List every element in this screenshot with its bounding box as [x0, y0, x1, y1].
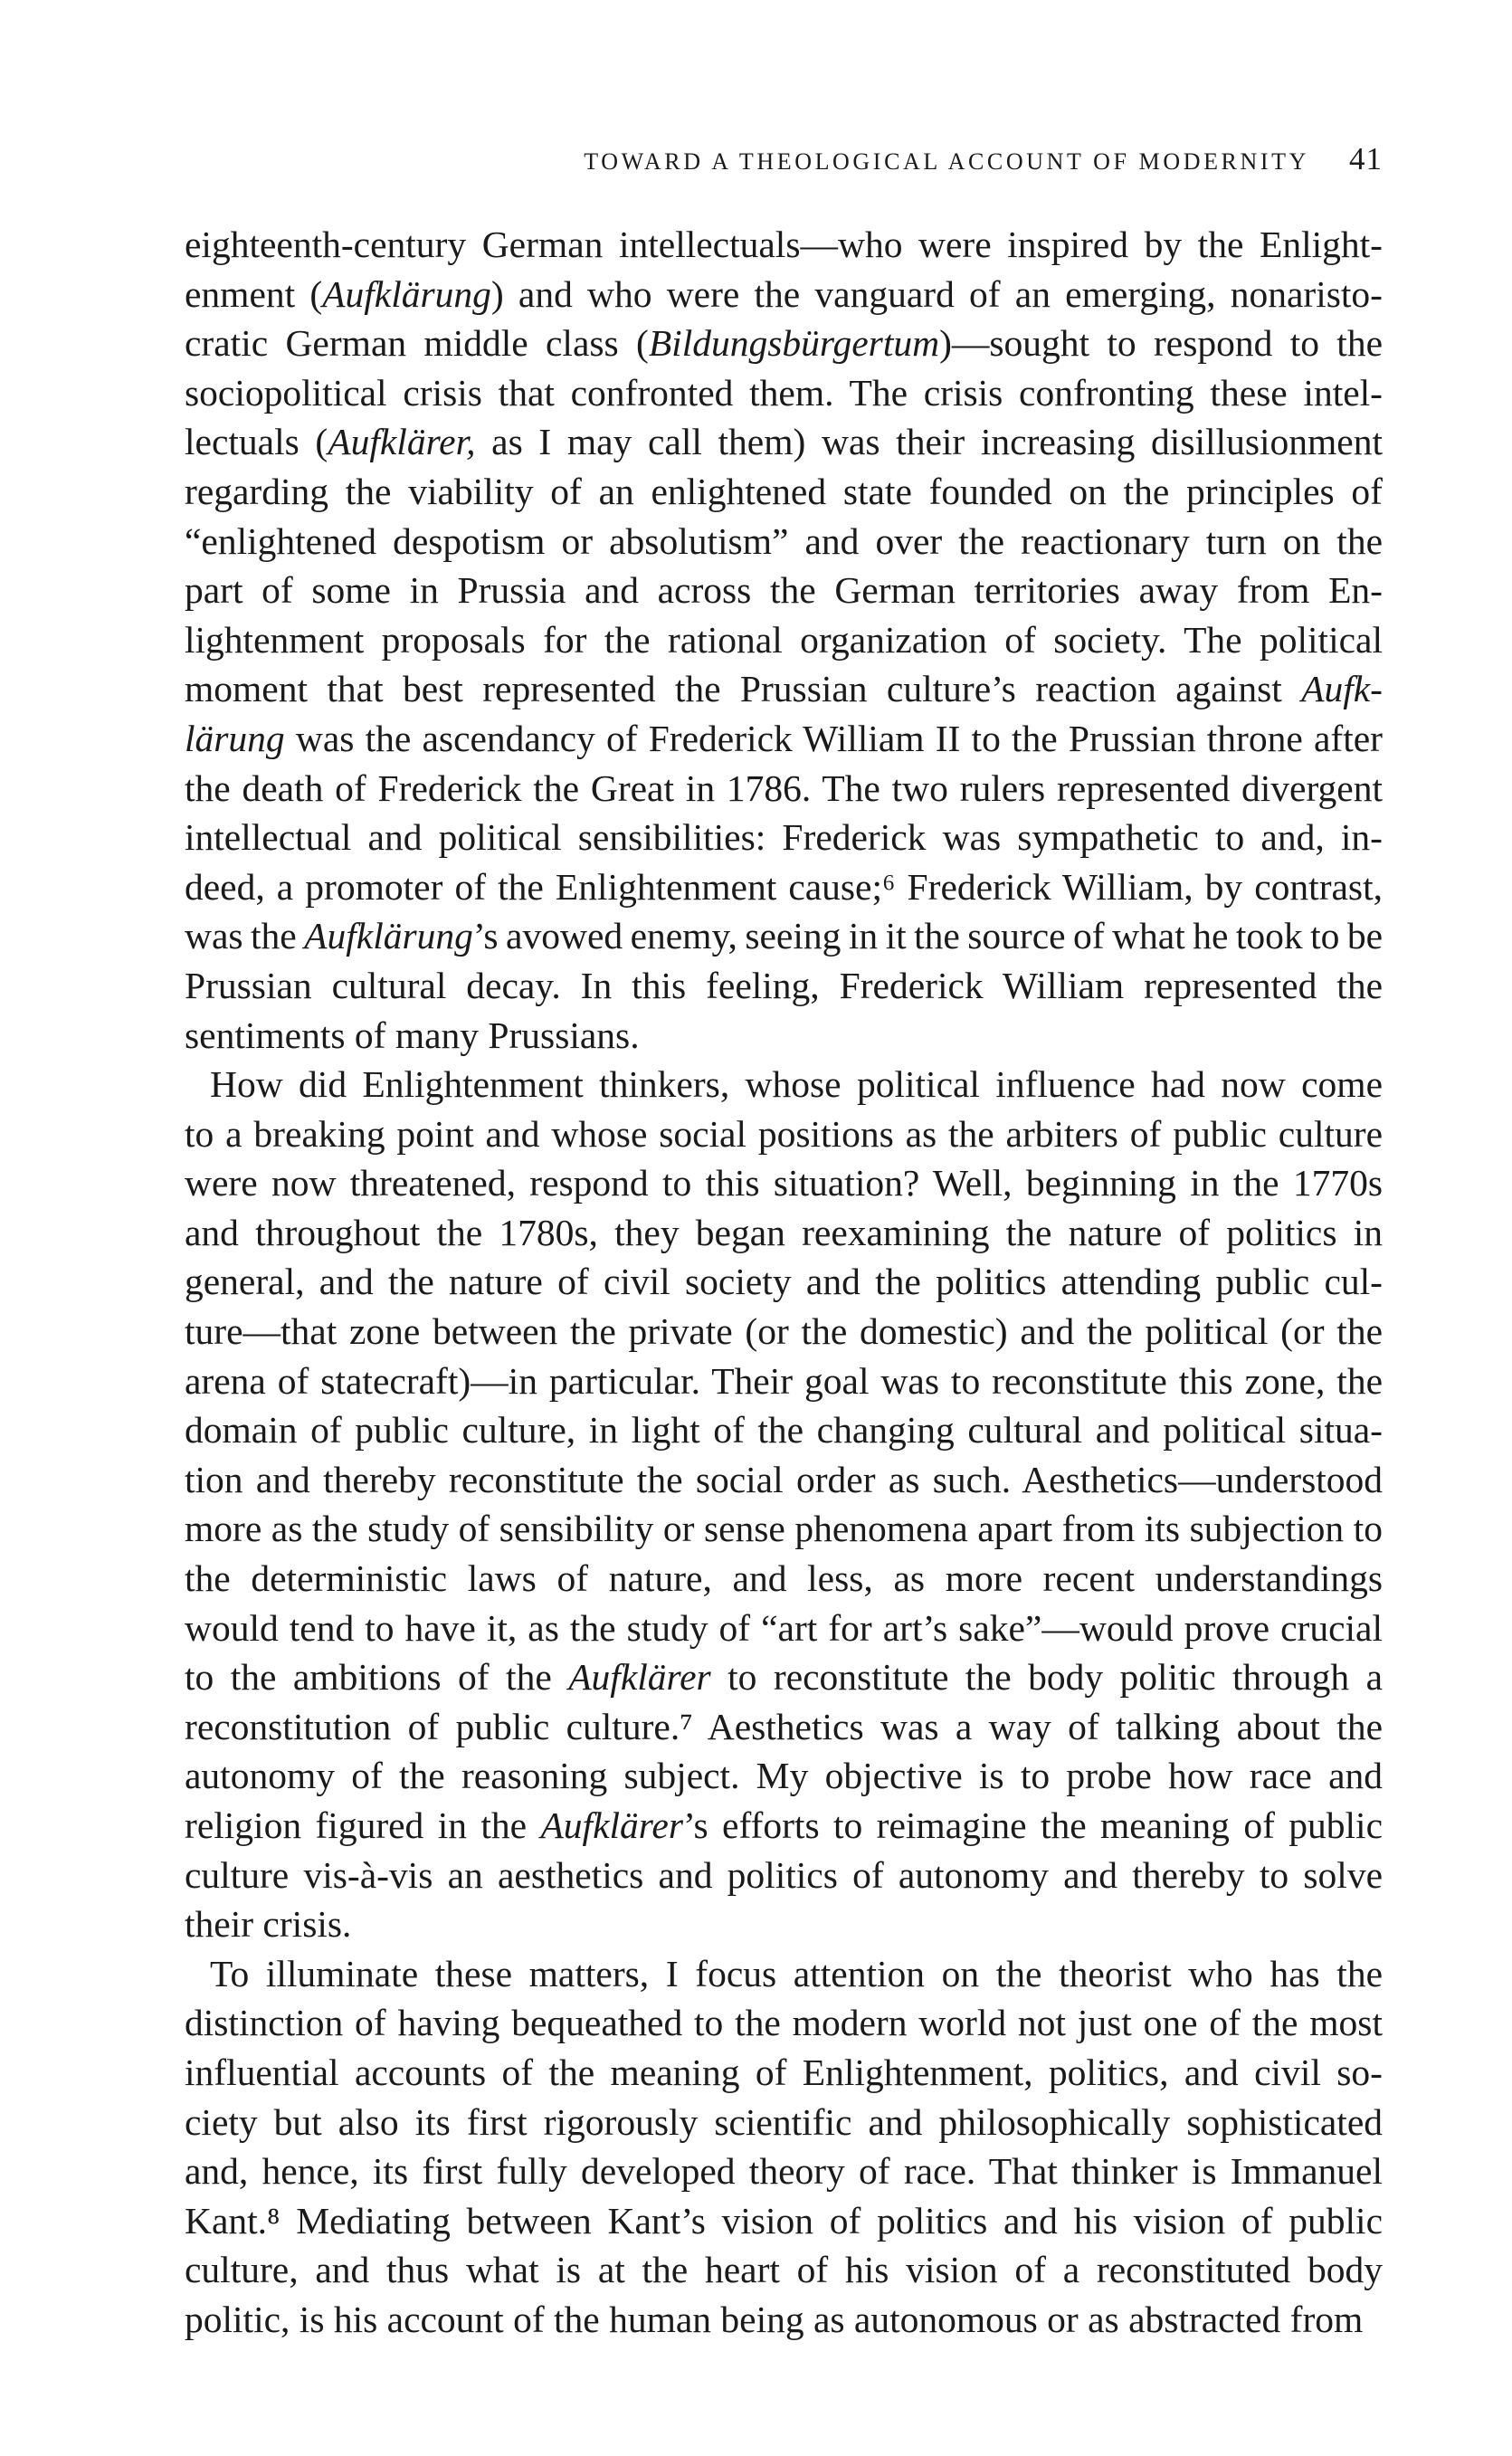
text-line [185, 1801, 1383, 1851]
text-line [185, 2196, 1383, 2246]
text-run: their crisis. [185, 1903, 352, 1946]
text-run: more as the study of sensibility or sense phenomena apart from its subjection to [185, 1508, 1383, 1550]
text-run: intellectual and political sensibilities: Frederick was sympathetic to and, in- [185, 816, 1383, 859]
text-line [185, 1208, 1383, 1258]
text-run: to a breaking point and whose social positions as the arbiters of public culture [185, 1112, 1383, 1155]
running-head-title: TOWARD A THEOLOGICAL ACCOUNT OF MODERNITY [584, 148, 1309, 175]
text-run: sentiments of many Prussians. [185, 1014, 640, 1056]
text-line [185, 1702, 1383, 1752]
text-line [185, 368, 1383, 418]
text-line [185, 664, 1383, 714]
text-run: Prussian cultural decay. In this feeling, Frederick William represented the [185, 964, 1383, 1006]
text-run: regarding the viability of an enlightened state founded on the principles of [185, 470, 1383, 512]
text-run: How did Enlightenment thinkers, whose political influence had now come [210, 1063, 1383, 1106]
text-run: distinction of having bequeathed to the modern world not just one of the most [185, 2002, 1383, 2044]
text-run: the deterministic laws of nature, and less, as more recent understandings [185, 1557, 1383, 1600]
text-line [185, 1158, 1383, 1208]
running-head [185, 141, 1383, 177]
text-line [185, 1011, 1383, 1061]
text-run: ’s avowed enemy, seeing in it the source of what he took to be [472, 915, 1383, 957]
text-run: politic, is his account of the human being as autonomous or as abstracted from [185, 2298, 1364, 2340]
text-run: lightenment proposals for the rational organization of society. The political [185, 618, 1383, 661]
text-run: enment ( [185, 272, 323, 315]
text-line [185, 1751, 1383, 1801]
italic-term: Aufklärer [568, 1656, 711, 1699]
text-run: ) and who were the vanguard of an emerging, nonaristo- [490, 272, 1383, 315]
italic-term: lärung [185, 717, 285, 759]
text-run: culture vis-à-vis an aesthetics and politics of autonomy and thereby to solve [185, 1853, 1383, 1896]
text-line [185, 2245, 1383, 2295]
text-run: religion figured in the [185, 1804, 541, 1846]
italic-term: Aufklärer, [328, 421, 476, 463]
text-run: ciety but also its first rigorously scientific and philosophically sophisticated [185, 2100, 1383, 2143]
text-run: sociopolitical crisis that confronted them. The crisis confronting these intel- [185, 371, 1383, 414]
text-run: and, hence, its first fully developed theory of race. That thinker is Immanuel [185, 2150, 1383, 2193]
text-line [185, 1109, 1383, 1159]
text-line [185, 1604, 1383, 1653]
text-line [185, 1998, 1383, 2048]
text-run: were now threatened, respond to this situation? Well, beginning in the 1770s [185, 1162, 1383, 1204]
text-line [185, 615, 1383, 665]
text-run: autonomy of the reasoning subject. My objective is to probe how race and [185, 1755, 1383, 1797]
text-run: “enlightened despotism or absolutism” and over the reactionary turn on the [185, 519, 1383, 562]
text-run: to reconstitute the body politic through a [710, 1656, 1383, 1699]
text-run: lectuals ( [185, 421, 328, 463]
text-run: tion and thereby reconstitute the social order as such. Aesthetics—understood [185, 1458, 1383, 1500]
text-line [185, 1899, 1383, 1949]
text-line [185, 467, 1383, 517]
text-line [185, 2147, 1383, 2196]
text-line [185, 1060, 1383, 1109]
text-line [185, 2098, 1383, 2147]
text-run: To illuminate these matters, I focus attention on the theorist who has the [210, 1952, 1383, 1994]
text-line [185, 270, 1383, 319]
text-line [185, 1554, 1383, 1604]
text-run: part of some in Prussia and across the German territories away from En- [185, 569, 1383, 612]
text-run: cratic German middle class ( [185, 322, 649, 365]
page-number: 41 [1349, 141, 1383, 176]
text-line [185, 1257, 1383, 1307]
text-run: domain of public culture, in light of the changing cultural and political situa- [185, 1409, 1383, 1452]
text-line [185, 2295, 1383, 2345]
text-line [185, 1504, 1383, 1554]
text-line [185, 1357, 1383, 1406]
text-line [185, 1455, 1383, 1505]
text-run: Kant.⁸ Mediating between Kant’s vision of politics and his vision of public [185, 2199, 1383, 2242]
text-line [185, 1851, 1383, 1900]
text-line [185, 319, 1383, 368]
text-line [185, 517, 1383, 566]
italic-term: Aufklärung [304, 915, 473, 957]
text-line [185, 862, 1383, 912]
text-line [185, 764, 1383, 814]
text-line [185, 566, 1383, 615]
text-run: culture, and thus what is at the heart of his vision of a reconstituted body [185, 2249, 1383, 2291]
text-run: ’s efforts to reimagine the meaning of public [682, 1804, 1384, 1846]
text-line [185, 220, 1383, 270]
text-run: as I may call them) was their increasing disillusionment [475, 421, 1383, 463]
text-line [185, 1405, 1383, 1455]
text-line [185, 961, 1383, 1011]
text-line [185, 1949, 1383, 1999]
text-run: eighteenth-century German intellectuals—who were inspired by the Enlight- [185, 224, 1383, 265]
italic-term: Bildungsbürgertum [648, 322, 940, 365]
body-text [185, 220, 1383, 2345]
text-run: general, and the nature of civil society and the politics attending public cul- [185, 1261, 1383, 1303]
text-line [185, 2048, 1383, 2098]
text-run: moment that best represented the Prussian culture’s reaction against [185, 668, 1302, 710]
text-line [185, 1652, 1383, 1702]
italic-term: Aufklärung [322, 272, 491, 315]
text-run: reconstitution of public culture.⁷ Aesthetics was a way of talking about the [185, 1705, 1383, 1747]
text-line [185, 417, 1383, 467]
text-run: was the [185, 915, 305, 957]
text-line [185, 813, 1383, 862]
text-line [185, 1307, 1383, 1357]
text-run: influential accounts of the meaning of Enlightenment, politics, and civil so- [185, 2051, 1383, 2093]
text-line [185, 714, 1383, 764]
text-run: was the ascendancy of Frederick William II to the Prussian throne after [284, 717, 1383, 759]
text-run: )—sought to respond to the [939, 322, 1383, 365]
text-run: the death of Frederick the Great in 1786. The two rulers represented divergent [185, 766, 1383, 809]
text-line [185, 911, 1383, 961]
text-run: arena of statecraft)—in particular. Their goal was to reconstitute this zone, the [185, 1359, 1383, 1402]
text-run: and throughout the 1780s, they began reexamining the nature of politics in [185, 1211, 1383, 1253]
text-run: to the ambitions of the [185, 1656, 569, 1699]
text-run: would tend to have it, as the study of “art for art’s sake”—would prove crucial [185, 1606, 1383, 1649]
italic-term: Aufk- [1301, 668, 1383, 710]
text-run: deed, a promoter of the Enlightenment cause;⁶ Frederick William, by contrast, [185, 865, 1383, 908]
italic-term: Aufklärer [540, 1804, 683, 1846]
text-run: ture—that zone between the private (or the domestic) and the political (or the [185, 1310, 1383, 1353]
